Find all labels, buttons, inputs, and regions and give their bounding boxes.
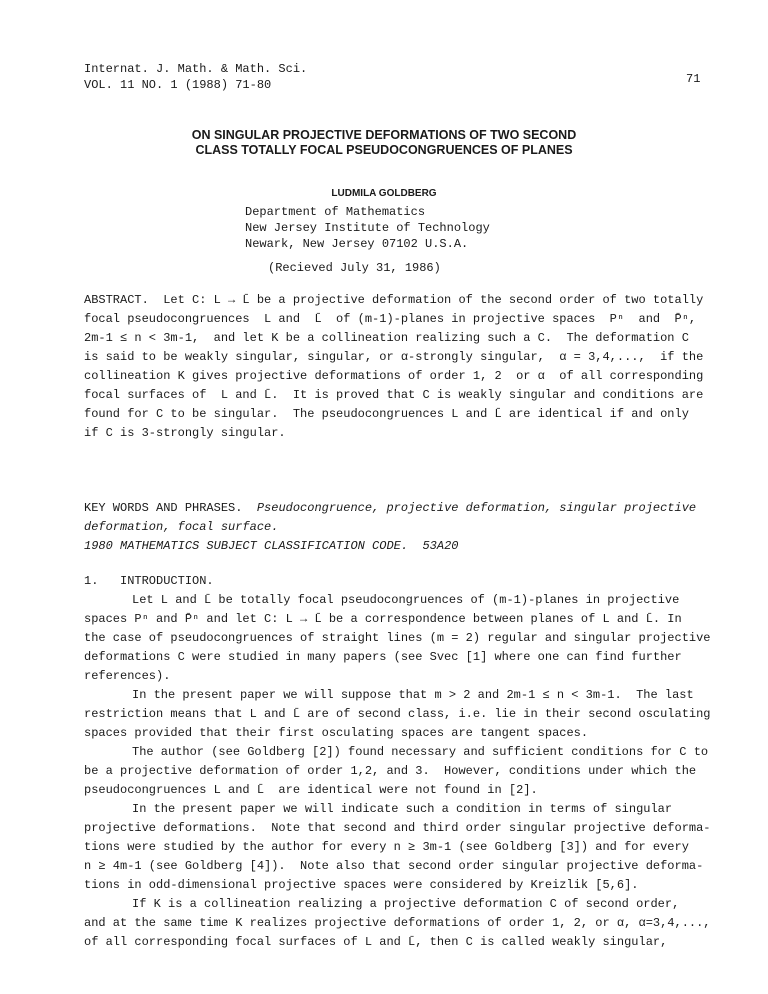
journal-name: Internat. J. Math. & Math. Sci.	[84, 62, 308, 76]
affiliation-line: Department of Mathematics	[245, 205, 426, 219]
abstract-line: is said to be weakly singular, singular, or α-strongly singular, α = 3,4,..., if the	[84, 350, 704, 364]
abstract-line: ABSTRACT. Let C: L → L̄ be a projective deformation of the second order of two totally	[84, 293, 704, 307]
msc-value: 53A20	[422, 539, 459, 553]
msc-code	[84, 537, 714, 556]
section-heading: 1. INTRODUCTION.	[84, 574, 214, 588]
body-line: spaces Pⁿ and P̄ⁿ and let C: L → L̄ be a correspondence between planes of L and L̄. In	[84, 612, 682, 626]
abstract-line: 2m-1 ≤ n < 3m-1, and let K be a collineation realizing such a C. The deformation C	[84, 331, 689, 345]
volume-info: VOL. 11 NO. 1 (1988) 71-80	[84, 78, 272, 92]
abstract-line: focal surfaces of L and L̄. It is proved that C is weakly singular and conditions are	[84, 388, 704, 402]
received-date: (Recieved July 31, 1986)	[268, 261, 441, 275]
title-line: CLASS TOTALLY FOCAL PSEUDOCONGRUENCES OF PLANES	[195, 143, 573, 157]
body-line: deformations C were studied in many papers (see Svec [1] where one can find further	[84, 650, 682, 664]
body-line: projective deformations. Note that second and third order singular projective deforma-	[84, 821, 711, 835]
abstract-line: focal pseudocongruences L and L̄ of (m-1)-planes in projective spaces Pⁿ and P̄ⁿ,	[84, 312, 697, 326]
abstract-line: found for C to be singular. The pseudocongruences L and L̄ are identical if and only	[84, 407, 689, 421]
abstract-line: collineation K gives projective deformations of order 1, 2 or α of all corresponding	[84, 369, 704, 383]
body-line: be a projective deformation of order 1,2, and 3. However, conditions under which the	[84, 764, 697, 778]
body-line: In the present paper we will indicate such a condition in terms of singular	[132, 802, 673, 816]
body-line: references).	[84, 669, 171, 683]
body-line: In the present paper we will suppose that m > 2 and 2m-1 ≤ n < 3m-1. The last	[132, 688, 694, 702]
page-number: 71	[686, 72, 701, 86]
keywords-label: KEY WORDS AND PHRASES.	[84, 501, 243, 515]
author-name: LUDMILA GOLDBERG	[331, 188, 437, 199]
keywords-text: deformation, focal surface.	[84, 520, 279, 534]
body-line: pseudocongruences L and L̄ are identical were not found in [2].	[84, 783, 538, 797]
title-line: ON SINGULAR PROJECTIVE DEFORMATIONS OF TWO SECOND	[191, 128, 577, 142]
body-line: spaces provided that their first osculating spaces are tangent spaces.	[84, 726, 589, 740]
body-line: The author (see Goldberg [2]) found necessary and sufficient conditions for C to	[132, 745, 709, 759]
paper-title	[0, 128, 768, 158]
body-line: tions were studied by the author for every n ≥ 3m-1 (see Goldberg [3]) and for every	[84, 840, 689, 854]
abstract-line: if C is 3-strongly singular.	[84, 426, 286, 440]
keywords-text: Pseudocongruence, projective deformation, singular projective	[256, 501, 697, 515]
affiliation	[245, 204, 490, 252]
body-line: and at the same time K realizes projective deformations of order 1, 2, or α, α=3,4,...,	[84, 916, 711, 930]
body-line: of all corresponding focal surfaces of L and L̄, then C is called weakly singular,	[84, 935, 668, 949]
introduction-body	[84, 591, 714, 952]
body-line: the case of pseudocongruences of straight lines (m = 2) regular and singular projective	[84, 631, 711, 645]
msc-label: 1980 MATHEMATICS SUBJECT CLASSIFICATION CODE.	[84, 539, 409, 553]
body-line: If K is a collineation realizing a projective deformation C of second order,	[132, 897, 680, 911]
affiliation-line: Newark, New Jersey 07102 U.S.A.	[245, 237, 469, 251]
keywords	[84, 499, 714, 537]
body-line: restriction means that L and L̄ are of second class, i.e. lie in their second osculating	[84, 707, 711, 721]
body-line: Let L and L̄ be totally focal pseudocongruences of (m-1)-planes in projective	[132, 593, 680, 607]
affiliation-line: New Jersey Institute of Technology	[245, 221, 490, 235]
abstract	[84, 291, 714, 443]
body-line: n ≥ 4m-1 (see Goldberg [4]). Note also that second order singular projective deforma-	[84, 859, 704, 873]
body-line: tions in odd-dimensional projective spaces were considered by Kreizlik [5,6].	[84, 878, 639, 892]
